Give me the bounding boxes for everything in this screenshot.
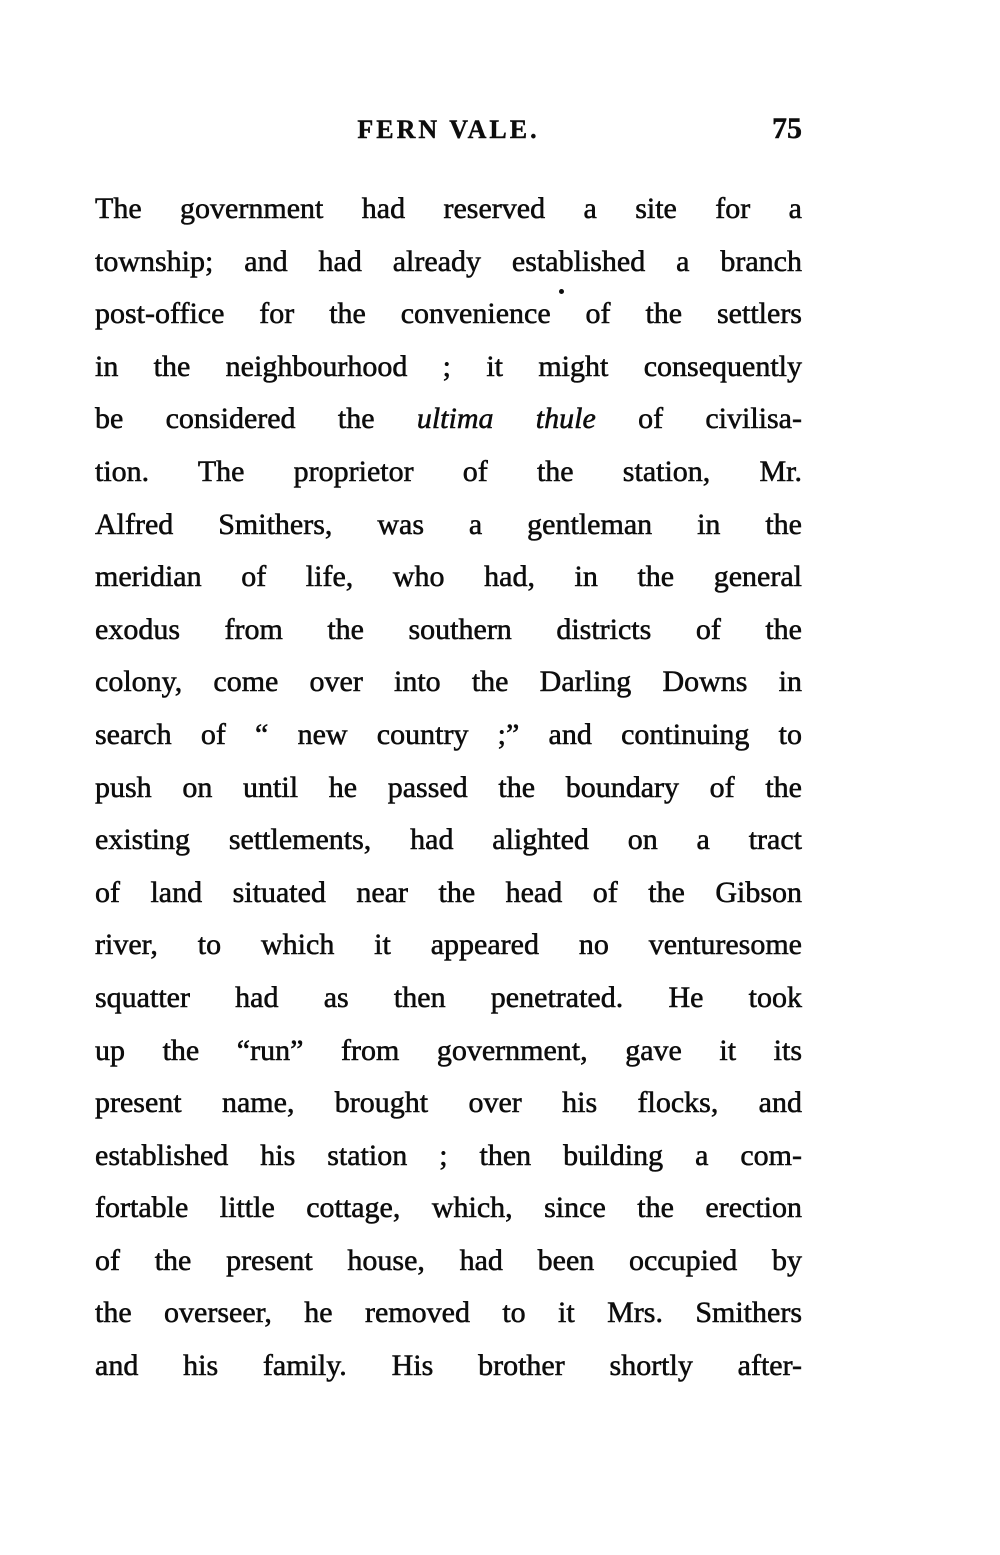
text-line: meridian of life, who had, in the general	[95, 560, 802, 594]
text-line: tion. The proprietor of the station, Mr.	[95, 454, 802, 488]
text-line: river, to which it appeared no venturesome	[95, 928, 802, 962]
text-line: The government had reserved a site for a	[95, 192, 802, 225]
text-line: established his station ; then building a com-	[95, 1138, 802, 1172]
text-block	[95, 183, 802, 1393]
text-line: search of “ new country ;” and continuing to	[95, 717, 802, 751]
text-line: be considered the ultima thule of civilisa-	[95, 402, 802, 436]
running-title: FERN VALE.	[357, 115, 540, 144]
text-line: squatter had as then penetrated. He took	[95, 980, 802, 1014]
text-line: post-office for the convenience of the settlers	[95, 297, 802, 331]
text-line: the overseer, he removed to it Mrs. Smithers	[95, 1296, 802, 1330]
text-line: township; and had already established a branch	[95, 244, 802, 278]
text-line: present name, brought over his flocks, and	[95, 1086, 802, 1120]
text-line: in the neighbourhood ; it might consequently	[95, 349, 802, 383]
text-line: of land situated near the head of the Gibson	[95, 875, 802, 909]
italic-phrase: ultima thule	[416, 402, 596, 436]
page-number: 75	[772, 112, 802, 145]
text-line: fortable little cottage, which, since the erection	[95, 1191, 802, 1225]
ink-dot-artifact	[559, 289, 564, 294]
text-line: and his family. His brother shortly after-	[95, 1349, 802, 1383]
text-line: up the “run” from government, gave it its	[95, 1033, 802, 1067]
text-line: of the present house, had been occupied by	[95, 1243, 802, 1277]
text-line: existing settlements, had alighted on a tract	[95, 823, 802, 857]
text-line: Alfred Smithers, was a gentleman in the	[95, 507, 802, 541]
text-line: exodus from the southern districts of the	[95, 612, 802, 646]
page-header	[95, 112, 802, 152]
text-line: colony, come over into the Darling Downs in	[95, 665, 802, 699]
text-line: push on until he passed the boundary of the	[95, 770, 802, 804]
